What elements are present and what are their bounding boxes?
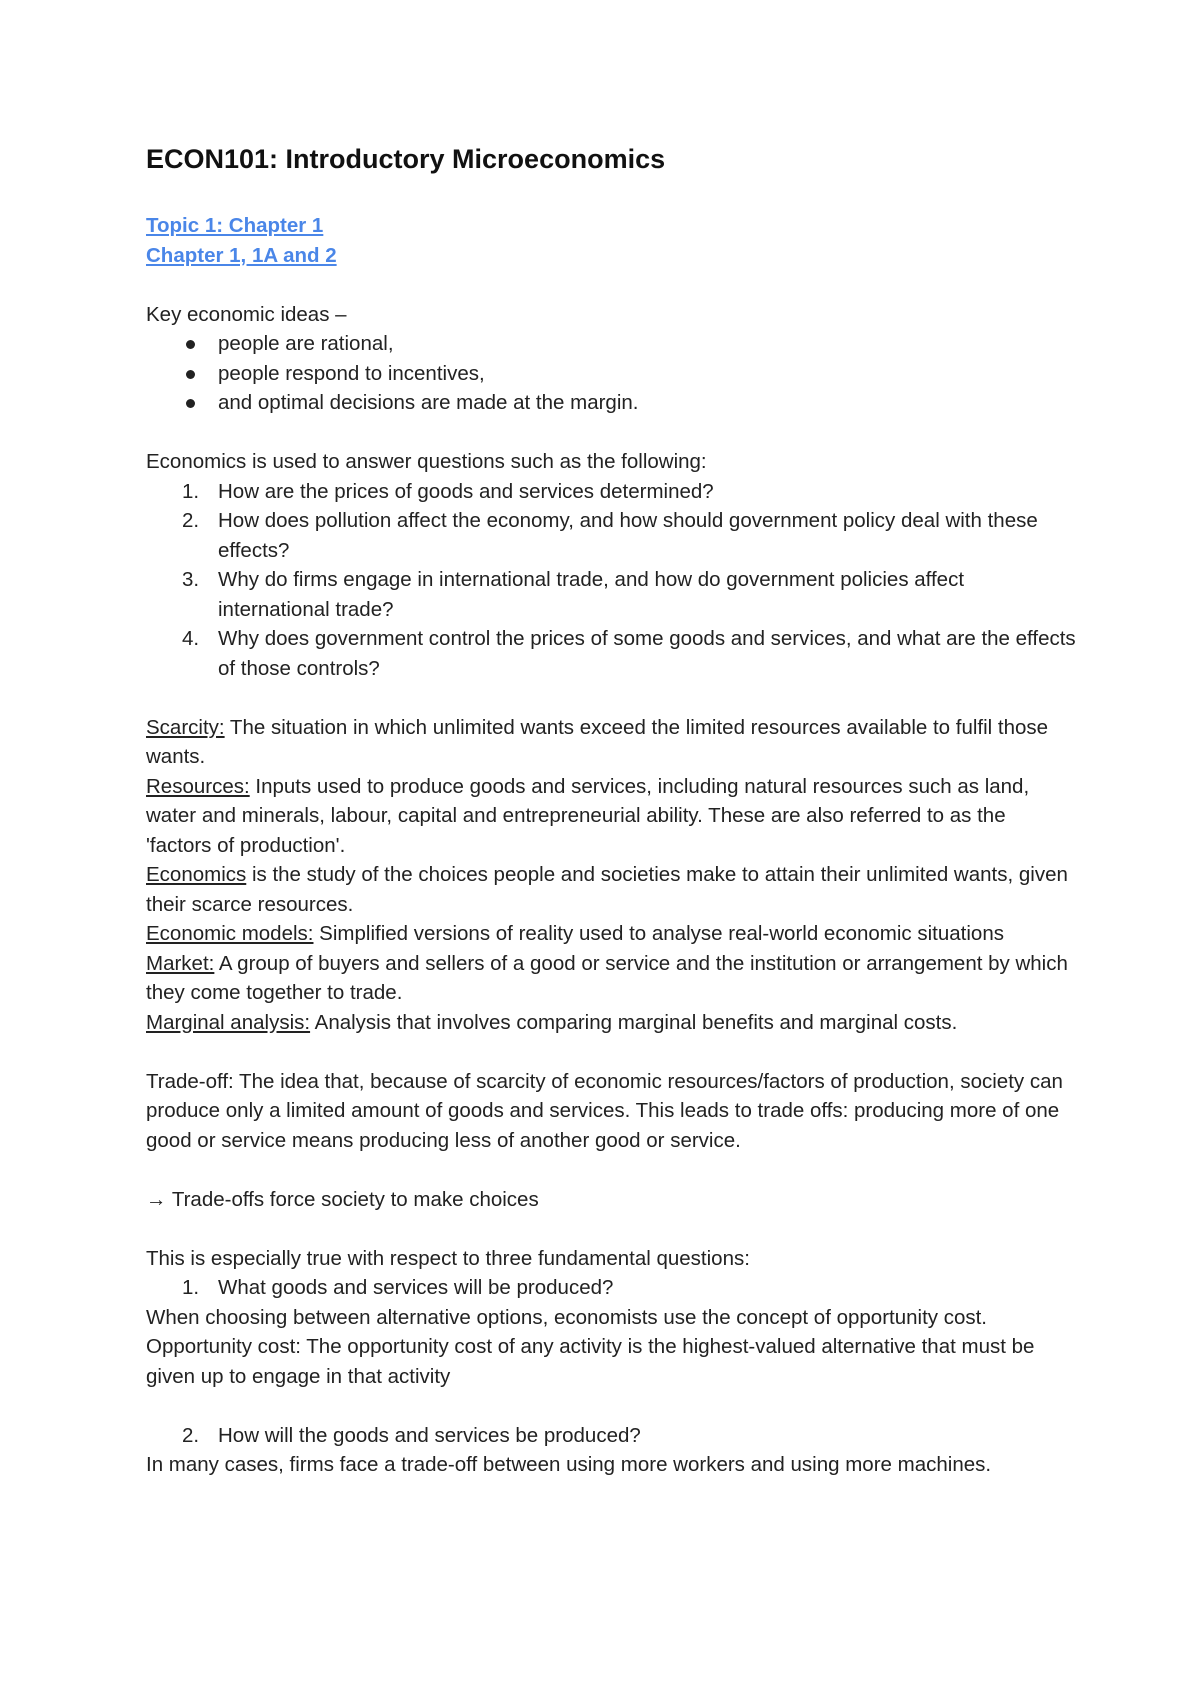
chapter-link[interactable]: Chapter 1, 1A and 2 [146,243,337,267]
questions-list [146,477,1076,684]
fundamental-intro: This is especially true with respect to three fundamental questions: [146,1246,750,1270]
definition-economic-models: Economic models: Simplified versions of reality used to analyse real-world economic situations [146,922,1004,945]
bullet-icon [186,399,195,408]
bullet-icon [186,340,195,349]
document-body [146,139,1076,1480]
topic-link[interactable]: Topic 1: Chapter 1 [146,214,324,237]
list-item: 4. Why does government control the prices of some goods and services, and what are the effects of those controls? [182,627,1076,680]
list-item: 1. What goods and services will be produced? [182,1276,614,1299]
tradeoff-paragraph: Trade-off: The idea that, because of scarcity of economic resources/factors of production, society can produce only a limited amount of goods and services. This leads to trade offs: producing more of one good or service means producing less of another good or service. [146,1069,1063,1152]
bullet-icon [186,370,195,379]
workers-machines-note: In many cases, firms face a trade-off between using more workers and using more machines. [146,1453,992,1476]
list-item: 1. How are the prices of goods and services determined? [182,479,714,503]
list-item: people are rational, [146,329,1076,359]
questions-intro: Economics is used to answer questions such as the following: [146,450,707,473]
page-title: ECON101: Introductory Microeconomics [146,144,666,174]
definition-marginal-analysis: Marginal analysis: Analysis that involves comparing marginal benefits and marginal costs. [146,1010,958,1034]
definition-market: Market: A group of buyers and sellers of a good or service and the institution or arrangement by which they come together to trade. [146,951,1068,1004]
list-item: people respond to incentives, [146,359,1076,389]
key-ideas-list [146,329,1076,418]
key-ideas-intro: Key economic ideas – [146,302,347,326]
arrow-note: → Trade-offs force society to make choices [146,1187,539,1211]
definition-scarcity: Scarcity: The situation in which unlimited wants exceed the limited resources available to fulfil those wants. [146,715,1049,768]
fundamental-question-1 [146,1273,1076,1303]
list-item: 2. How will the goods and services be produced? [182,1423,641,1447]
opportunity-cost-intro: When choosing between alternative options, economists use the concept of opportunity cost. [146,1305,988,1329]
opportunity-cost-definition: Opportunity cost: The opportunity cost of any activity is the highest-valued alternative that must be given up to engage in that activity [146,1335,1035,1388]
fundamental-question-2 [146,1421,1076,1451]
list-item: and optimal decisions are made at the margin. [146,388,1076,418]
definition-economics: Economics is the study of the choices people and societies make to attain their unlimited wants, given their scarce resources. [146,863,1068,916]
list-item: 2. How does pollution affect the economy, and how should government policy deal with these effects? [182,509,1038,562]
list-item: 3. Why do firms engage in international trade, and how do government policies affect international trade? [182,568,965,621]
definition-resources: Resources: Inputs used to produce goods and services, including natural resources such as land, water and minerals, labour, capital and entrepreneurial ability. These are also referred to as the 'factors of production'. [146,774,1030,857]
